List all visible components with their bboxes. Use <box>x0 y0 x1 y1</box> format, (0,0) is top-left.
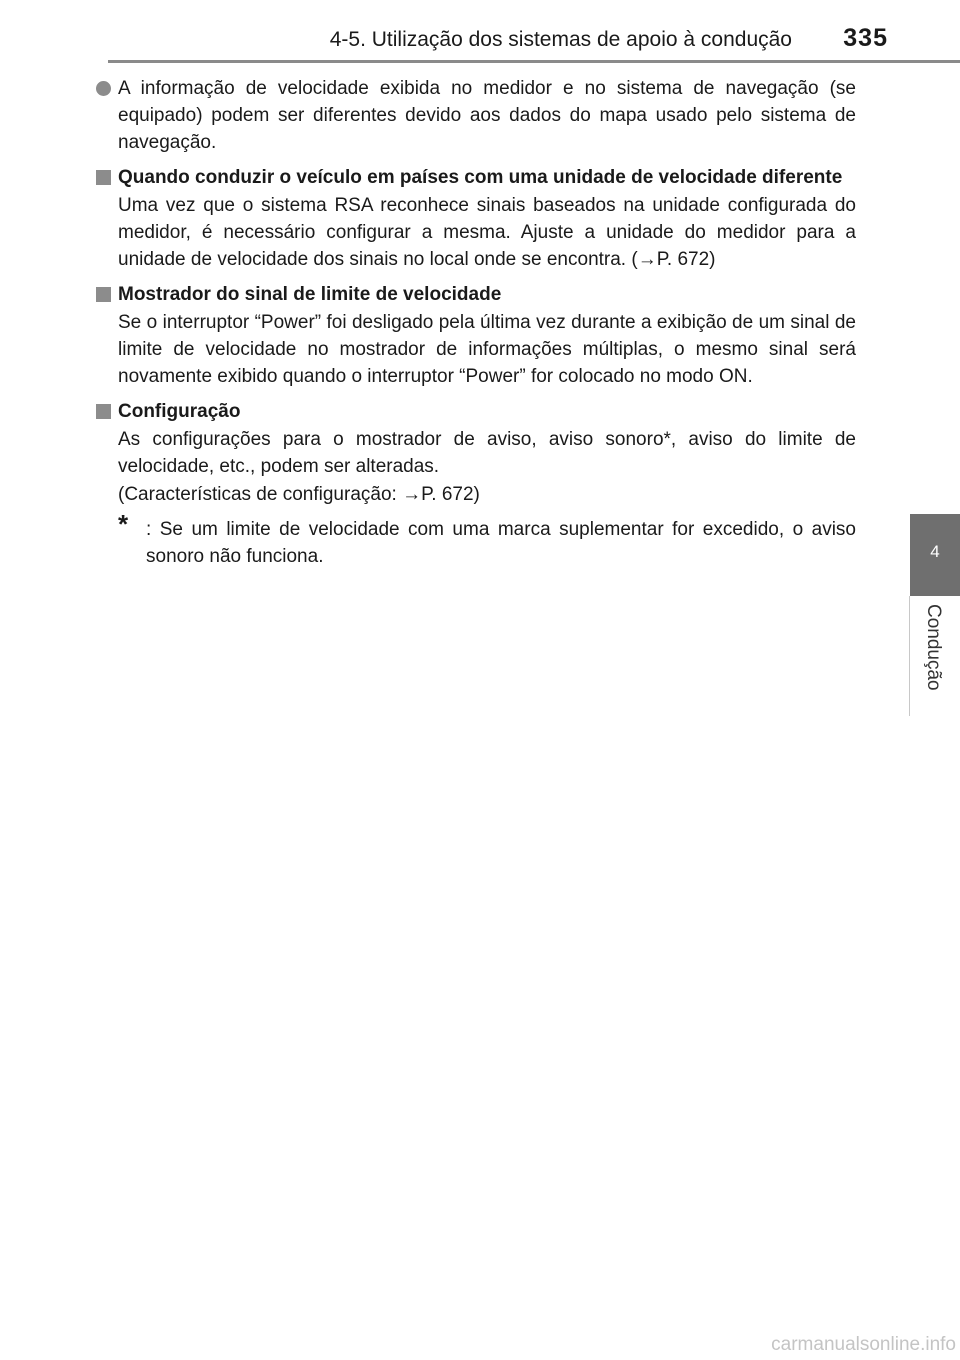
section-heading: Configuração <box>118 401 241 422</box>
page-header <box>0 0 960 62</box>
section-text: As configurações para o mostrador de aviso, aviso sonoro*, aviso do limite de velocidade, etc., podem ser alteradas. <box>118 429 856 477</box>
section-title: 4-5. Utilização dos sistemas de apoio à condução <box>329 28 792 51</box>
page-number: 335 <box>843 24 888 52</box>
section-text: Se o interruptor “Power” foi desligado pela última vez durante a exibição de um sinal de limite de velocidade no mostrador de informações múltiplas, o mesmo sinal será novamente exibido quando o interruptor “Power” for colocado no modo ON. <box>118 312 856 387</box>
chapter-tab[interactable] <box>910 514 960 596</box>
square-bullet-icon <box>96 404 111 419</box>
watermark: carmanualsonline.info <box>771 1334 956 1355</box>
chapter-label-area <box>909 596 960 716</box>
circle-bullet-icon <box>96 81 111 96</box>
section-configuration <box>96 398 856 508</box>
bullet-text: A informação de velocidade exibida no medidor e no sistema de navegação (se equipado) podem ser diferentes devido aos dados do mapa usado pelo sistema de navegação. <box>118 78 856 153</box>
section-speed-unit <box>96 164 856 273</box>
page-content <box>96 74 856 570</box>
footnote-text: : Se um limite de velocidade com uma marca suplementar for excedido, o aviso sonoro não funciona. <box>146 519 856 567</box>
section-text: Uma vez que o sistema RSA reconhece sinais baseados na unidade configurada do medidor, é necessário configurar a mesma. Ajuste a unidade do medidor para a unidade de velocidade dos sinais no local onde se encontra. (→P. 672) <box>118 195 856 270</box>
section-heading: Mostrador do sinal de limite de velocidade <box>118 284 502 305</box>
cross-reference[interactable]: (Características de configuração: →P. 672) <box>118 484 480 505</box>
chapter-label: Condução <box>923 604 944 691</box>
header-divider <box>108 60 960 63</box>
chapter-number: 4 <box>930 542 940 561</box>
square-bullet-icon <box>96 170 111 185</box>
section-sign-display <box>96 281 856 390</box>
section-heading: Quando conduzir o veículo em países com uma unidade de velocidade diferente <box>118 167 843 188</box>
asterisk-icon: * <box>118 509 129 539</box>
bullet-item <box>96 75 856 156</box>
footnote <box>96 509 856 570</box>
square-bullet-icon <box>96 287 111 302</box>
